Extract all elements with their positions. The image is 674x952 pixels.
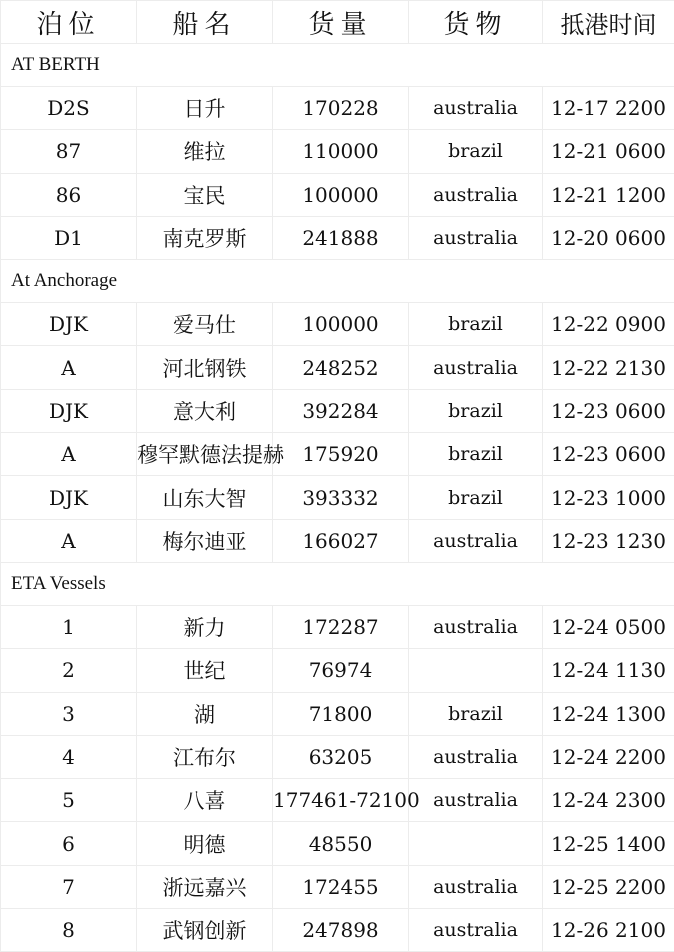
arrival-time-cell: 12-24 1300 bbox=[543, 692, 674, 735]
berth-cell: 87 bbox=[1, 130, 137, 173]
berth-cell: A bbox=[1, 519, 137, 562]
quantity-cell: 241888 bbox=[273, 216, 409, 259]
arrival-time-cell: 12-26 2100 bbox=[543, 909, 674, 952]
cargo-cell: brazil bbox=[409, 303, 543, 346]
arrival-time-cell: 12-25 1400 bbox=[543, 822, 674, 865]
arrival-time-cell: 12-24 0500 bbox=[543, 605, 674, 648]
arrival-time-cell: 12-23 0600 bbox=[543, 389, 674, 432]
cargo-cell bbox=[409, 649, 543, 692]
berth-cell: 7 bbox=[1, 865, 137, 908]
quantity-cell: 172287 bbox=[273, 605, 409, 648]
cargo-cell: brazil bbox=[409, 692, 543, 735]
ship-name-cell: 爱马仕 bbox=[137, 303, 273, 346]
berth-cell: 1 bbox=[1, 605, 137, 648]
berth-cell: 6 bbox=[1, 822, 137, 865]
table-row bbox=[1, 735, 674, 778]
table-row bbox=[1, 476, 674, 519]
ship-name-cell: 新力 bbox=[137, 605, 273, 648]
ship-name-cell: 浙远嘉兴 bbox=[137, 865, 273, 908]
arrival-time-cell: 12-23 1230 bbox=[543, 519, 674, 562]
table-row bbox=[1, 130, 674, 173]
quantity-cell: 110000 bbox=[273, 130, 409, 173]
header-row bbox=[1, 1, 674, 44]
cargo-cell: brazil bbox=[409, 389, 543, 432]
cargo-cell: australia bbox=[409, 909, 543, 952]
ship-name-cell: 梅尔迪亚 bbox=[137, 519, 273, 562]
quantity-cell: 48550 bbox=[273, 822, 409, 865]
header-cargo: 货物 bbox=[409, 1, 543, 44]
section-row bbox=[1, 562, 674, 605]
cargo-cell bbox=[409, 822, 543, 865]
header-ship-name: 船名 bbox=[137, 1, 273, 44]
quantity-cell: 100000 bbox=[273, 303, 409, 346]
ship-name-cell: 维拉 bbox=[137, 130, 273, 173]
arrival-time-cell: 12-23 0600 bbox=[543, 433, 674, 476]
berth-cell: DJK bbox=[1, 389, 137, 432]
section-title: AT BERTH bbox=[1, 44, 674, 87]
berth-cell: 5 bbox=[1, 779, 137, 822]
ship-name-cell: 河北钢铁 bbox=[137, 346, 273, 389]
quantity-cell: 100000 bbox=[273, 173, 409, 216]
table-body bbox=[1, 44, 674, 952]
arrival-time-cell: 12-22 0900 bbox=[543, 303, 674, 346]
berth-cell: 3 bbox=[1, 692, 137, 735]
quantity-cell: 63205 bbox=[273, 735, 409, 778]
table-row bbox=[1, 433, 674, 476]
berth-cell: A bbox=[1, 346, 137, 389]
arrival-time-cell: 12-17 2200 bbox=[543, 87, 674, 130]
berth-cell: A bbox=[1, 433, 137, 476]
table-row bbox=[1, 519, 674, 562]
berth-cell: 86 bbox=[1, 173, 137, 216]
cargo-cell: australia bbox=[409, 735, 543, 778]
arrival-time-cell: 12-21 1200 bbox=[543, 173, 674, 216]
ship-name-cell: 武钢创新 bbox=[137, 909, 273, 952]
cargo-cell: brazil bbox=[409, 476, 543, 519]
ship-name-cell: 八喜 bbox=[137, 779, 273, 822]
table-row bbox=[1, 389, 674, 432]
ship-name-cell: 意大利 bbox=[137, 389, 273, 432]
cargo-cell: australia bbox=[409, 173, 543, 216]
arrival-time-cell: 12-24 2200 bbox=[543, 735, 674, 778]
cargo-cell: australia bbox=[409, 779, 543, 822]
berth-cell: 8 bbox=[1, 909, 137, 952]
ship-name-cell: 宝民 bbox=[137, 173, 273, 216]
ship-name-cell: 湖 bbox=[137, 692, 273, 735]
section-title: At Anchorage bbox=[1, 260, 674, 303]
cargo-cell: australia bbox=[409, 519, 543, 562]
ship-name-cell: 世纪 bbox=[137, 649, 273, 692]
quantity-cell: 170228 bbox=[273, 87, 409, 130]
section-row bbox=[1, 260, 674, 303]
cargo-cell: brazil bbox=[409, 433, 543, 476]
header-quantity: 货量 bbox=[273, 1, 409, 44]
table-row bbox=[1, 649, 674, 692]
berth-cell: D1 bbox=[1, 216, 137, 259]
quantity-cell: 175920 bbox=[273, 433, 409, 476]
quantity-cell: 177461-72100 bbox=[273, 779, 409, 822]
arrival-time-cell: 12-24 2300 bbox=[543, 779, 674, 822]
table-row bbox=[1, 822, 674, 865]
cargo-cell: brazil bbox=[409, 130, 543, 173]
arrival-time-cell: 12-22 2130 bbox=[543, 346, 674, 389]
berth-cell: D2S bbox=[1, 87, 137, 130]
arrival-time-cell: 12-23 1000 bbox=[543, 476, 674, 519]
ship-name-cell: 明德 bbox=[137, 822, 273, 865]
berth-cell: 2 bbox=[1, 649, 137, 692]
quantity-cell: 76974 bbox=[273, 649, 409, 692]
table-row bbox=[1, 909, 674, 952]
cargo-cell: australia bbox=[409, 865, 543, 908]
ship-name-cell: 南克罗斯 bbox=[137, 216, 273, 259]
table-row bbox=[1, 216, 674, 259]
berth-cell: DJK bbox=[1, 303, 137, 346]
quantity-cell: 172455 bbox=[273, 865, 409, 908]
berth-cell: DJK bbox=[1, 476, 137, 519]
header-berth: 泊位 bbox=[1, 1, 137, 44]
arrival-time-cell: 12-25 2200 bbox=[543, 865, 674, 908]
table-row bbox=[1, 303, 674, 346]
quantity-cell: 247898 bbox=[273, 909, 409, 952]
section-title: ETA Vessels bbox=[1, 562, 674, 605]
cargo-cell: australia bbox=[409, 346, 543, 389]
cargo-cell: australia bbox=[409, 605, 543, 648]
quantity-cell: 248252 bbox=[273, 346, 409, 389]
section-row bbox=[1, 44, 674, 87]
table-row bbox=[1, 87, 674, 130]
table-row bbox=[1, 346, 674, 389]
quantity-cell: 393332 bbox=[273, 476, 409, 519]
table-row bbox=[1, 173, 674, 216]
header-arrival-time: 抵港时间 bbox=[543, 1, 674, 44]
cargo-cell: australia bbox=[409, 87, 543, 130]
ship-name-cell: 江布尔 bbox=[137, 735, 273, 778]
table-row bbox=[1, 605, 674, 648]
arrival-time-cell: 12-20 0600 bbox=[543, 216, 674, 259]
ship-name-cell: 日升 bbox=[137, 87, 273, 130]
arrival-time-cell: 12-24 1130 bbox=[543, 649, 674, 692]
ship-name-cell: 穆罕默德法提赫 bbox=[137, 433, 273, 476]
quantity-cell: 71800 bbox=[273, 692, 409, 735]
table-row bbox=[1, 779, 674, 822]
berth-cell: 4 bbox=[1, 735, 137, 778]
arrival-time-cell: 12-21 0600 bbox=[543, 130, 674, 173]
table-row bbox=[1, 692, 674, 735]
ship-name-cell: 山东大智 bbox=[137, 476, 273, 519]
quantity-cell: 392284 bbox=[273, 389, 409, 432]
table-row bbox=[1, 865, 674, 908]
quantity-cell: 166027 bbox=[273, 519, 409, 562]
cargo-cell: australia bbox=[409, 216, 543, 259]
